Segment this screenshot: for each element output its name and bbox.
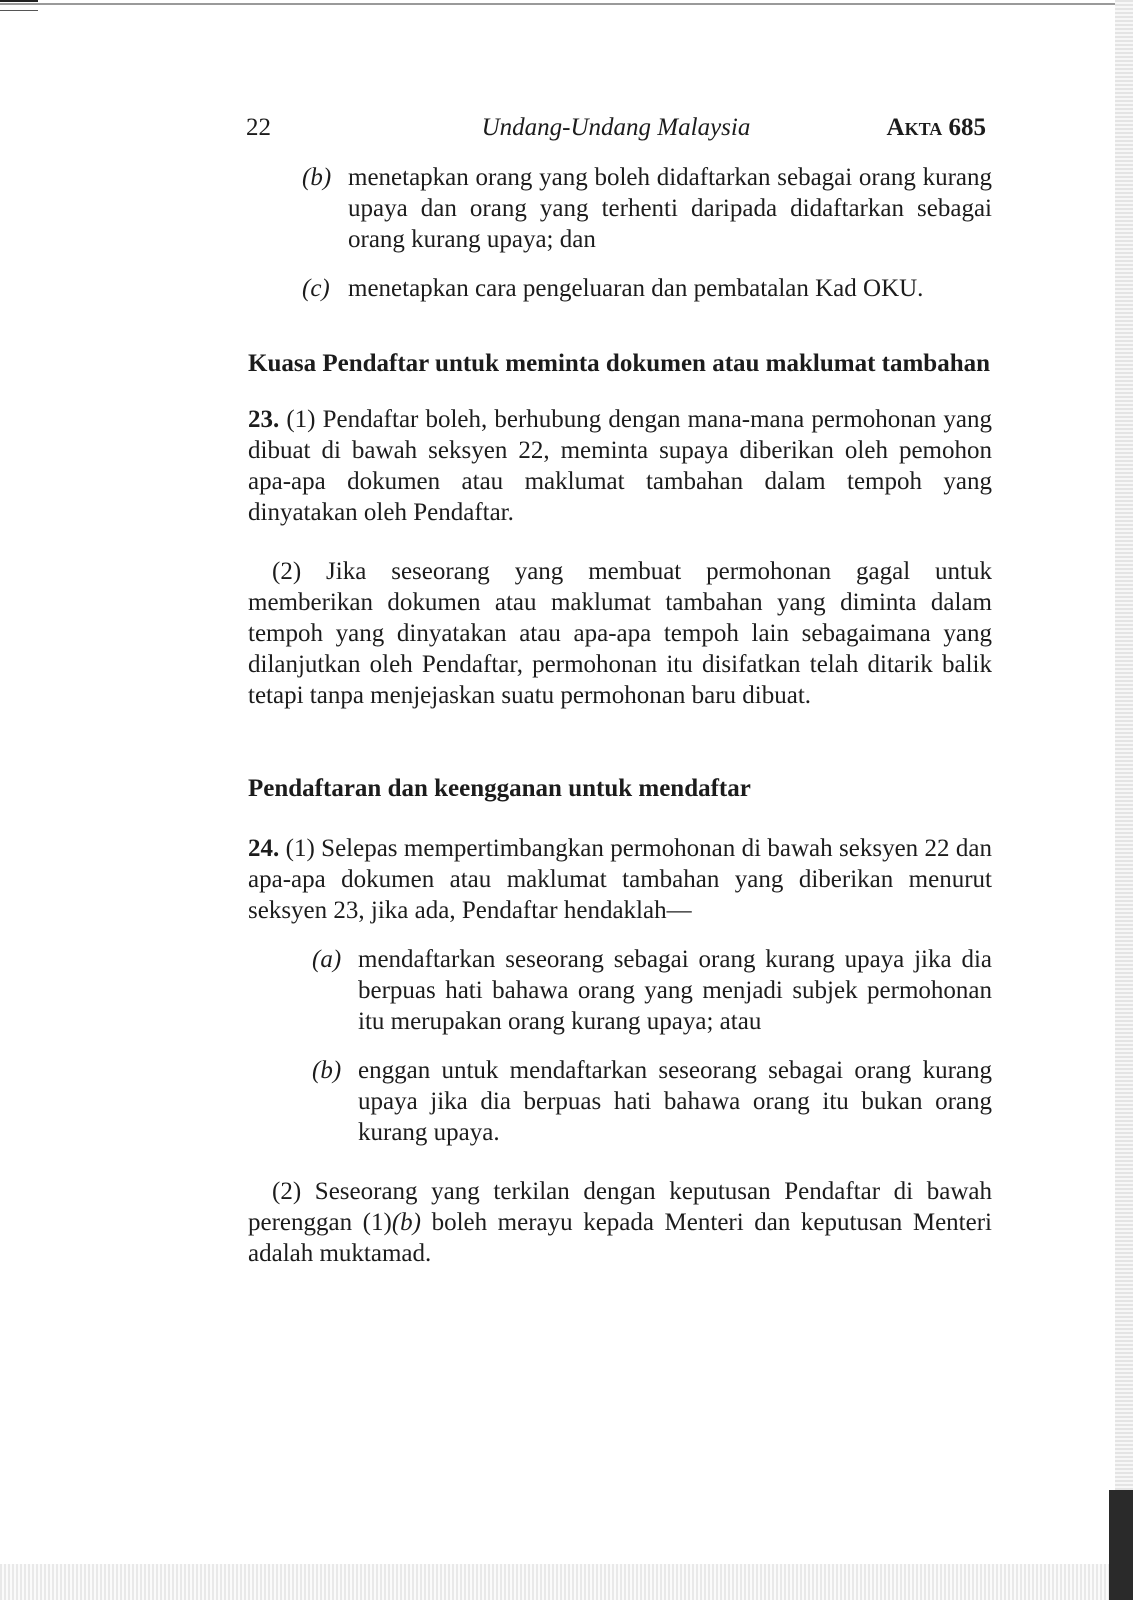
scan-right-edge (1115, 0, 1133, 1600)
scan-bottom-edge (0, 1564, 1133, 1600)
act-number (887, 114, 986, 142)
paragraph-text: mendaftarkan seseorang sebagai orang kurang upaya jika dia berpuas hati bahawa orang yang menjadi subjek permohonan itu merupakan orang kurang upaya; atau (358, 946, 992, 1035)
section-24-subsection-1 (248, 833, 992, 926)
paragraph-label: (a) (312, 946, 342, 973)
act-word: Akta (886, 114, 943, 141)
paragraph-22-b (248, 162, 992, 255)
scan-corner-shadow (1109, 1490, 1133, 1600)
section-24-subsection-2 (248, 1176, 992, 1269)
paragraph-label: (b) (302, 164, 332, 191)
page-header (246, 114, 986, 148)
paragraph-reference: (b) (391, 1209, 421, 1236)
paragraph-label: (c) (302, 275, 330, 302)
section-23-subsection-1 (248, 404, 992, 528)
section-23-heading: Kuasa Pendaftar untuk meminta dokumen atau maklumat tambahan (248, 350, 991, 377)
subsection-text: (2) Seseorang yang terkilan dengan keputusan Pendaftar di bawah perenggan (1) (248, 1178, 992, 1236)
paragraph-label: (b) (312, 1057, 342, 1084)
page-body (248, 162, 992, 1269)
paragraph-22-c (248, 273, 992, 304)
paragraph-text: enggan untuk mendaftarkan seseorang sebagai orang kurang upaya jika dia berpuas hati bahawa orang itu bukan orang kurang upaya. (358, 1057, 992, 1146)
section-24-heading: Pendaftaran dan keengganan untuk mendaftar (248, 775, 751, 802)
act-number-value: 685 (948, 114, 986, 141)
paragraph-text: menetapkan orang yang boleh didaftarkan sebagai orang kurang upaya dan orang yang terhenti daripada didaftarkan sebagai orang kurang upaya; dan (348, 164, 992, 253)
paragraph-24-a (258, 944, 992, 1037)
subsection-text-cont: boleh merayu kepada Menteri dan keputusan Menteri adalah muktamad. (248, 1209, 992, 1267)
section-23-subsection-2: (2) Jika seseorang yang membuat permohonan gagal untuk memberikan dokumen atau maklumat tambahan yang diminta dalam tempoh yang dinyatakan atau apa-apa tempoh lain sebagaimana yang dilanjutkan oleh Pendaftar, permohonan itu disifatkan telah ditarik balik tetapi tanpa menjejaskan suatu permohonan baru dibuat. (248, 558, 992, 709)
page-number: 22 (246, 114, 271, 141)
running-title: Undang-Undang Malaysia (481, 114, 751, 141)
scan-top-rule (0, 3, 1133, 5)
subsection-text: (1) Selepas mempertimbangkan permohonan di bawah seksyen 22 dan apa-apa dokumen atau maklumat tambahan yang diberikan menurut seksyen 23, jika ada, Pendaftar hendaklah— (248, 835, 993, 924)
section-24-number: 24. (248, 835, 280, 862)
paragraph-text: menetapkan cara pengeluaran dan pembatalan Kad OKU. (348, 275, 924, 302)
paragraph-24-b (258, 1055, 992, 1148)
section-23-number: 23. (248, 406, 280, 433)
subsection-text: (1) Pendaftar boleh, berhubung dengan mana-mana permohonan yang dibuat di bawah seksyen 22, meminta supaya diberikan oleh pemohon apa-apa dokumen atau maklumat tambahan dalam tempoh yang dinyatakan oleh Pendaftar. (248, 406, 992, 526)
scan-corner-mark (0, 0, 38, 11)
